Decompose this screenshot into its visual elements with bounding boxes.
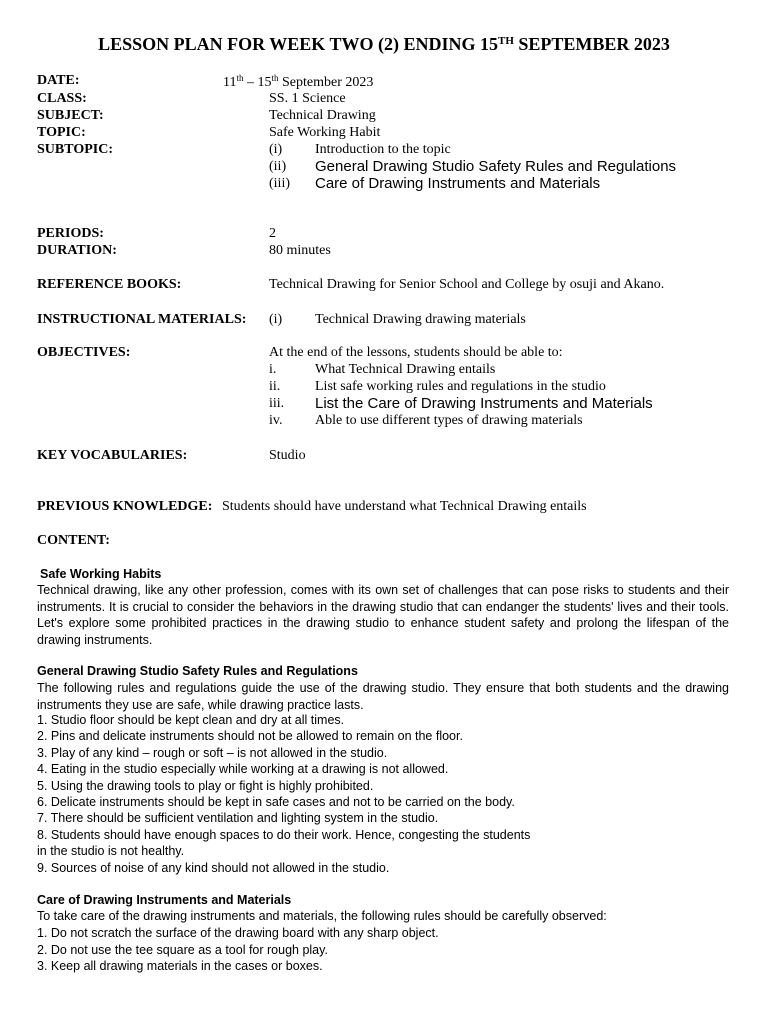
objective-num: i. [269,362,277,377]
materials-num: (i) [269,312,283,327]
subtopic-num: (iii) [269,176,290,191]
periods-value: 2 [269,226,276,241]
rule-item: 3. Play of any kind – rough or soft – is not allowed in the studio. [37,746,388,760]
care-intro: To take care of the drawing instruments and materials, the following rules should be carefully observed: [37,909,607,923]
rule-item: 8. Students should have enough spaces to do their work. Hence, congesting the students [37,828,531,842]
objective-num: ii. [269,379,281,394]
rule-item: 9. Sources of noise of any kind should not allowed in the studio. [37,861,390,875]
date-value: 11th – 15th September 2023 [223,73,374,90]
topic-label: TOPIC: [37,125,86,140]
duration-value: 80 minutes [269,243,331,258]
topic-value: Safe Working Habit [269,125,381,140]
subtopic-label: SUBTOPIC: [37,142,113,157]
title-superscript: TH [497,35,514,47]
objective-item: List safe working rules and regulations in the studio [315,379,606,394]
objective-num: iv. [269,413,283,428]
class-value: SS. 1 Science [269,91,346,106]
objectives-intro: At the end of the lessons, students should be able to: [269,345,563,360]
section-paragraph-safe-working: Technical drawing, like any other profession, comes with its own set of challenges that can pose risks to students and their instruments. It is crucial to consider the behaviors in the drawing studio that can endanger the students' lives and their tools. Let's explore some prohibited practices in the drawing studio to enhance student safety and prolong the lifespan of the drawing instruments. [37,583,729,647]
subject-label: SUBJECT: [37,108,104,123]
section-heading-safety-rules: General Drawing Studio Safety Rules and Regulations [37,664,358,678]
rule-item: 7. There should be sufficient ventilation and lighting system in the studio. [37,811,439,825]
reference-label: REFERENCE BOOKS: [37,277,182,292]
objectives-label: OBJECTIVES: [37,345,131,360]
subtopic-item: Introduction to the topic [315,142,451,157]
duration-label: DURATION: [37,243,117,258]
date-label: DATE: [37,73,80,88]
subject-value: Technical Drawing [269,108,376,123]
rule-item: 5. Using the drawing tools to play or fight is highly prohibited. [37,779,374,793]
section-paragraph-safety-rules: The following rules and regulations guide the use of the drawing studio. They ensure that both students and the drawing instruments they use are safe, while drawing practice lasts. [37,681,729,712]
rule-item: 4. Eating in the studio especially while working at a drawing is not allowed. [37,762,449,776]
care-item: 1. Do not scratch the surface of the drawing board with any sharp object. [37,926,439,940]
materials-value: Technical Drawing drawing materials [315,312,526,327]
care-item: 2. Do not use the tee square as a tool for rough play. [37,943,328,957]
objective-item: List the Care of Drawing Instruments and Materials [315,395,653,412]
page-title: LESSON PLAN FOR WEEK TWO (2) ENDING 15TH SEPTEMBER 2023 [98,34,670,54]
materials-label: INSTRUCTIONAL MATERIALS: [37,312,247,327]
rule-item-continuation: in the studio is not healthy. [37,844,185,858]
vocab-value: Studio [269,448,306,463]
subtopic-num: (i) [269,142,283,157]
subtopic-num: (ii) [269,159,287,174]
prev-knowledge-value: Students should have understand what Technical Drawing entails [222,499,587,514]
vocab-label: KEY VOCABULARIES: [37,448,188,463]
section-heading-care: Care of Drawing Instruments and Materials [37,893,292,907]
care-item: 3. Keep all drawing materials in the cases or boxes. [37,959,323,973]
class-label: CLASS: [37,91,87,106]
objective-item: Able to use different types of drawing materials [315,413,583,428]
subtopic-item: Care of Drawing Instruments and Materials [315,175,601,192]
rule-item: 6. Delicate instruments should be kept in safe cases and not to be carried on the body. [37,795,515,809]
section-heading-safe-working: Safe Working Habits [40,567,162,581]
reference-value: Technical Drawing for Senior School and College by osuji and Akano. [269,277,665,292]
objective-num: iii. [269,396,285,411]
content-label: CONTENT: [37,533,110,548]
objective-item: What Technical Drawing entails [315,362,496,377]
periods-label: PERIODS: [37,226,104,241]
prev-knowledge-label: PREVIOUS KNOWLEDGE: [37,499,213,514]
rule-item: 2. Pins and delicate instruments should not be allowed to remain on the floor. [37,729,463,743]
subtopic-item: General Drawing Studio Safety Rules and Regulations [315,158,677,175]
rule-item: 1. Studio floor should be kept clean and dry at all times. [37,713,345,727]
